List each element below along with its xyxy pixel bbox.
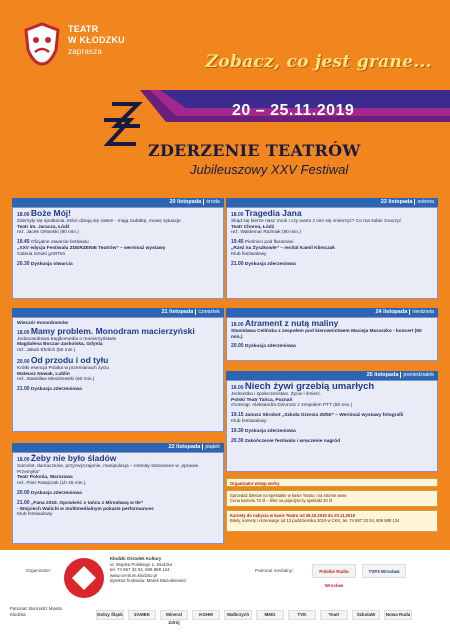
- day-header-24: [226, 308, 438, 317]
- event-title: Zakończenie festiwalu i wręczenie nagród: [244, 438, 341, 444]
- sponsor-logo: ZAMEK: [128, 610, 156, 620]
- sponsor-radio: Polskie Radio Wrocław: [312, 564, 356, 578]
- day-weekday: piątek: [202, 444, 220, 450]
- patronage-text: Patronat: Burmistrz Miasta Kłodzka: [10, 606, 62, 617]
- event-title: Boże Mój!: [30, 208, 71, 218]
- org-name: Kłodzki Ośrodek Kultury: [110, 556, 162, 561]
- day-date: 21 listopada: [161, 309, 194, 315]
- theatre-mask-logo-icon: [22, 22, 62, 66]
- event-time: 18.00: [17, 212, 30, 218]
- sponsor-logo: Dolny Śląsk: [96, 610, 124, 620]
- event-company: Teatr im. Jaracza, Łódź: [17, 224, 70, 230]
- day-date: 23 listopada: [380, 199, 413, 205]
- event-title: Pieśnico pod flaramani: [244, 240, 294, 246]
- event-director: reż. Jacek Orłowski (90 min.): [17, 230, 79, 236]
- sponsor-tvp: TVP3 Wrocław: [362, 564, 406, 578]
- program-panel-25: [226, 380, 438, 472]
- event-director: choreogr. Aleksandra Dziurosz z zespołem PTT (60 min.): [231, 403, 353, 409]
- event-director: reż. Piotr Ratajczak (1h 45 min.): [17, 481, 86, 487]
- sponsor-logo: MMG: [256, 610, 284, 620]
- day-header-21: [12, 308, 224, 317]
- event-title: Dyskusja zderzeniowa: [30, 387, 82, 393]
- org-address: ul. Wojska Polskiego 1, Kłodzko: [110, 561, 173, 567]
- sponsor-logo: Nowa Ruda: [384, 610, 412, 620]
- event-company: Polski Teatr Tańca, Poznań: [231, 397, 293, 403]
- info-box-1: [226, 478, 438, 487]
- event-time: 20.00: [17, 489, 30, 496]
- program-panel-20: [12, 207, 224, 299]
- event-time: 18.00: [231, 212, 244, 218]
- event-title: Mamy problem. Monodram macierzyński: [30, 325, 195, 336]
- organizer-logo-text: [68, 24, 125, 57]
- organizer-label: Organizator:: [26, 568, 52, 573]
- info-line-2: Sprzedaż biletów na spektakle w kasie Teatru i na stronie www: [230, 493, 347, 498]
- event-company: Galeria Sztuki gARTen: [17, 251, 66, 257]
- event-title: Dyskusja zderzeniowa: [244, 344, 296, 350]
- event-desc: „Rzeź na Żyszkowie” – recital Kamil Klimczak: [231, 245, 335, 251]
- event-time: 18.00: [231, 322, 244, 328]
- event-time: 20.30: [17, 260, 30, 267]
- media-label: Patronat medialny:: [255, 568, 294, 573]
- event-director: reż. Waldemar Raźniak (80 min.): [231, 230, 301, 236]
- organizer-details: [110, 556, 240, 584]
- sponsor-logo: Wałbrzych: [224, 610, 252, 620]
- festival-dates: 20 – 25.11.2019: [232, 102, 355, 119]
- sponsor-logo: SzkołaW: [352, 610, 380, 620]
- event-desc: „XXV edycja Festiwalu ZDERZENIE Teatrów” – wernisaż wystawy: [17, 245, 166, 251]
- event-desc: Samolot, tłumaczenie, przyzwyczajenie, manipulacja – metody stosowane w „sprawie Przemyka”: [17, 463, 199, 475]
- footer: [0, 550, 450, 634]
- event-title: Niech żywi grzebią umarłych: [244, 381, 375, 392]
- program-panel-22: [12, 452, 224, 544]
- info-line-3: Cena karnetu 70 zł – bilet na pojedynczy spektakl 20 zł: [230, 498, 332, 504]
- event-title: Dyskusja zderzeniowa: [30, 490, 82, 496]
- festival-subtitle: Jubileuszowy XXV Festiwal: [190, 162, 349, 177]
- day-date: 20 listopada: [169, 199, 202, 205]
- info-line-1: Organizator wstęp wolny: [230, 481, 280, 486]
- event-title: Tragedia Jana: [244, 208, 302, 218]
- event-desc: Stanisława Celińska z zespołem pod kierownictwem Macieja Muraszko - koncert (90 min.): [231, 328, 422, 340]
- event-time: 21.00: [17, 386, 30, 393]
- event-company: Klub festiwalowy: [231, 251, 267, 257]
- event-company: Teatr Chorea, Łódź: [231, 224, 275, 230]
- organizer-logo-icon: [62, 556, 106, 600]
- event-desc: Zderzyły się spotkania, które dzieją się zatem - mają zadatkę, mowę sytuacje: [17, 218, 181, 224]
- org-phone: tel. 74 867 33 04, 606 888 124: [110, 567, 170, 573]
- sponsor-logo: TVK: [288, 610, 316, 620]
- info-box-2: [226, 490, 438, 507]
- event-title: Atrament z nutą maliny: [244, 318, 339, 328]
- event-title: Żeby nie było śladów: [30, 453, 117, 463]
- event-title: Dyskusja zderzeniowa: [244, 428, 296, 434]
- event-time: 20.30: [231, 437, 244, 444]
- festival-name: ZDERZENIE TEATRÓW: [148, 141, 361, 160]
- event-company: Teatr Polonia, Warszawa: [17, 475, 73, 481]
- day-header-22: [12, 443, 224, 452]
- event-time: 19.15: [231, 412, 244, 419]
- event-time: 19.30: [231, 427, 244, 434]
- info-line-4: Karnety do nabycia w kasie Teatru od 28.10.2019 do 20.11.2019: [230, 513, 355, 518]
- event-title: Janusz Skrobot „Szkoła Grzesia 25/50” – Wernisaż wystawy fotografii: [244, 413, 404, 419]
- event-company: Klub festiwalowy: [17, 512, 53, 518]
- event-company: Klub festiwalowy: [231, 418, 267, 424]
- event-title: Oficjalne otwarcie festiwalu: [30, 240, 89, 246]
- event-title: Dyskusja otwarcia: [30, 261, 73, 267]
- event-title: „Pana 2019. Opowieść o tańcu z Mirosławą w tle”: [30, 500, 144, 506]
- event-desc: Jednoosobowa tragikomedia o macierzyństwie: [17, 336, 117, 342]
- event-title: Od przodu i od tyłu: [30, 354, 109, 365]
- info-box-3: [226, 510, 438, 532]
- day-header-23: [226, 198, 438, 207]
- event-title: Dyskusja zderzeniowa: [244, 261, 296, 267]
- day-date: 25 listopada: [366, 372, 399, 378]
- org-line-3: zaprasza: [68, 47, 103, 56]
- day-date: 24 listopada: [375, 309, 408, 315]
- event-title: Wieczór monodramów: [17, 321, 69, 326]
- event-time: 21.00: [231, 260, 244, 267]
- event-director: reż. Jakub Ehrlich (50 min.): [17, 348, 76, 354]
- org-director: dyrektor festiwalu: Marek Mazurkiewicz: [110, 578, 187, 584]
- day-weekday: sobota: [414, 199, 434, 205]
- day-header-20: [12, 198, 224, 207]
- info-line-5: Bilety, karnety i rezerwacje od 13 października 2019 w CKK, tel. 74 867 33 04, 606 888 124: [230, 518, 400, 524]
- slogan: Zobacz, co jest grane...: [205, 52, 432, 72]
- event-time: 18.00: [17, 457, 30, 463]
- day-weekday: czwartek: [195, 309, 220, 315]
- event-time: 20.00: [231, 343, 244, 350]
- org-line-1: TEATR: [68, 24, 99, 34]
- day-header-25: [226, 371, 438, 380]
- event-desc: Krótki esencja Polaka w przemianach życiu: [17, 365, 109, 371]
- event-desc: Jednostka i społeczeństwo. Życie i śmierć.: [231, 391, 322, 397]
- program-panel-21: [12, 317, 224, 432]
- day-date: 22 listopada: [168, 444, 201, 450]
- event-director: reż. Stanisław Miedziewski (60 min.): [17, 377, 95, 383]
- event-time: 20.00: [17, 358, 30, 365]
- event-time: 19.45: [231, 239, 244, 246]
- event-time: 18.00: [17, 329, 30, 336]
- day-weekday: niedziela: [409, 309, 434, 315]
- sponsor-logo: Mineral Zdrój: [160, 610, 188, 620]
- program-panel-24: [226, 317, 438, 361]
- program-panel-23: [226, 207, 438, 299]
- event-desc: Skąd się bierze nasz mrok i czy warto z nim się zmierzyć? Co ma sobie znaczyć: [231, 218, 402, 224]
- event-company: Mateusz Nowak, Lublin: [17, 371, 70, 377]
- sponsor-logo: Teatr: [320, 610, 348, 620]
- org-line-2: W KŁODZKU: [68, 35, 125, 45]
- event-desc: - Wojciech Walichi w multimedialnym pokazie performances: [17, 506, 154, 512]
- event-time: 19.45: [17, 239, 30, 246]
- day-weekday: środa: [203, 199, 220, 205]
- event-company: Magdalena Boczar-Jaskolska, Gdynia: [17, 342, 103, 348]
- event-time: 18.00: [231, 385, 244, 391]
- sponsor-logo: KGHM: [192, 610, 220, 620]
- day-weekday: poniedziałek: [400, 372, 434, 378]
- org-web[interactable]: www.centrum.klodzko.pl: [110, 572, 158, 578]
- event-time: 21.00: [17, 499, 30, 506]
